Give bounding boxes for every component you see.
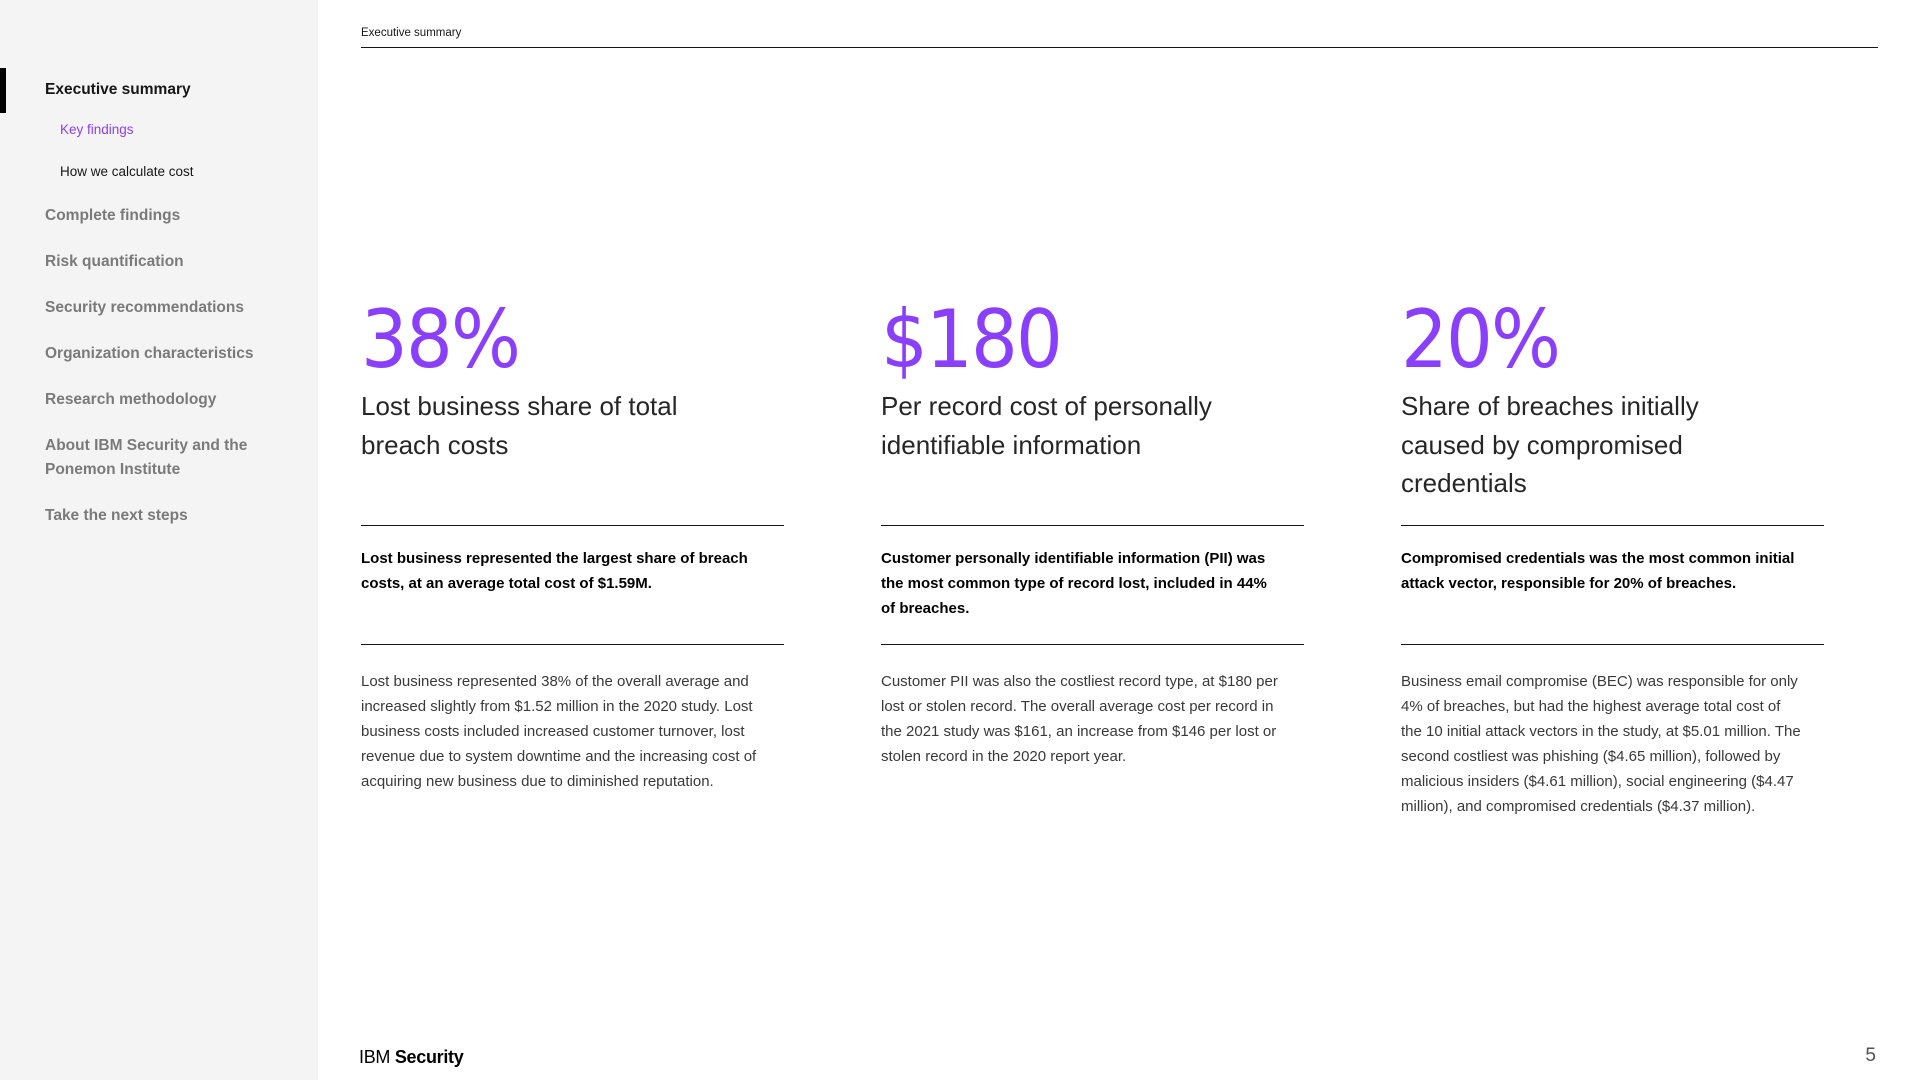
sidebar-item-about-ibm-security[interactable]: About IBM Security and the Ponemon Institute <box>45 437 248 478</box>
finding-body: Customer PII was also the costliest record type, at $180 per lost or stolen record. The overall average cost per record in the 2021 study was $161, an increase from $146 per lost or stolen record in the 2020 report year. <box>881 673 1278 765</box>
stat-value: 20% <box>1401 293 1560 386</box>
sidebar-item-organization-characteristics[interactable]: Organization characteristics <box>45 345 254 362</box>
sidebar-item-risk-quantification[interactable]: Risk quantification <box>45 253 184 270</box>
logo-security-text: Security <box>394 1047 464 1067</box>
sidebar-item-complete-findings[interactable]: Complete findings <box>45 207 181 224</box>
finding-body: Business email compromise (BEC) was responsible for only 4% of breaches, but had the highest average total cost of the 10 initial attack vectors in the study, at $5.01 million. The second costliest was phishing ($4.65 million), followed by malicious insiders ($4.61 million), social engineering ($4.47 million), and compromised credentials ($4.37 million). <box>1401 673 1801 815</box>
page-header <box>361 23 1878 48</box>
stat-title: Lost business share of total breach costs <box>361 391 678 460</box>
sidebar-subitem-how-we-calculate-cost[interactable]: How we calculate cost <box>60 164 194 179</box>
finding-card <box>1401 295 1824 819</box>
page-number: 5 <box>1865 1045 1876 1066</box>
finding-card <box>881 295 1304 769</box>
stat-title: Share of breaches initially caused by compromised credentials <box>1401 391 1699 498</box>
stat-value: 38% <box>361 293 520 386</box>
section-title: Executive summary <box>361 27 462 39</box>
sidebar-item-security-recommendations[interactable]: Security recommendations <box>45 299 244 316</box>
sidebar-item-executive-summary[interactable]: Executive summary <box>0 78 318 102</box>
finding-highlight: Lost business represented the largest share of breach costs, at an average total cost of $1.59M. <box>361 550 748 592</box>
sidebar-nav <box>0 0 318 1080</box>
stat-title: Per record cost of personally identifiable information <box>881 391 1212 460</box>
finding-highlight: Compromised credentials was the most common initial attack vector, responsible for 20% of breaches. <box>1401 550 1795 592</box>
finding-card <box>361 295 784 794</box>
table-of-contents <box>0 78 318 550</box>
stat-value: $180 <box>881 293 1061 386</box>
logo-ibm-text: IBM <box>359 1047 391 1067</box>
finding-body: Lost business represented 38% of the overall average and increased slightly from $1.52 million in the 2020 study. Lost business costs included increased customer turnover, lost revenue due to system downtime and the increasing cost of acquiring new business due to diminished reputation. <box>361 673 757 790</box>
sidebar-item-research-methodology[interactable]: Research methodology <box>45 391 217 408</box>
sidebar-subitem-key-findings[interactable]: Key findings <box>60 122 134 137</box>
finding-highlight: Customer personally identifiable information (PII) was the most common type of record lost, included in 44% of breaches. <box>881 550 1267 617</box>
sidebar-item-take-next-steps[interactable]: Take the next steps <box>45 507 188 524</box>
ibm-security-logo <box>359 1047 463 1068</box>
